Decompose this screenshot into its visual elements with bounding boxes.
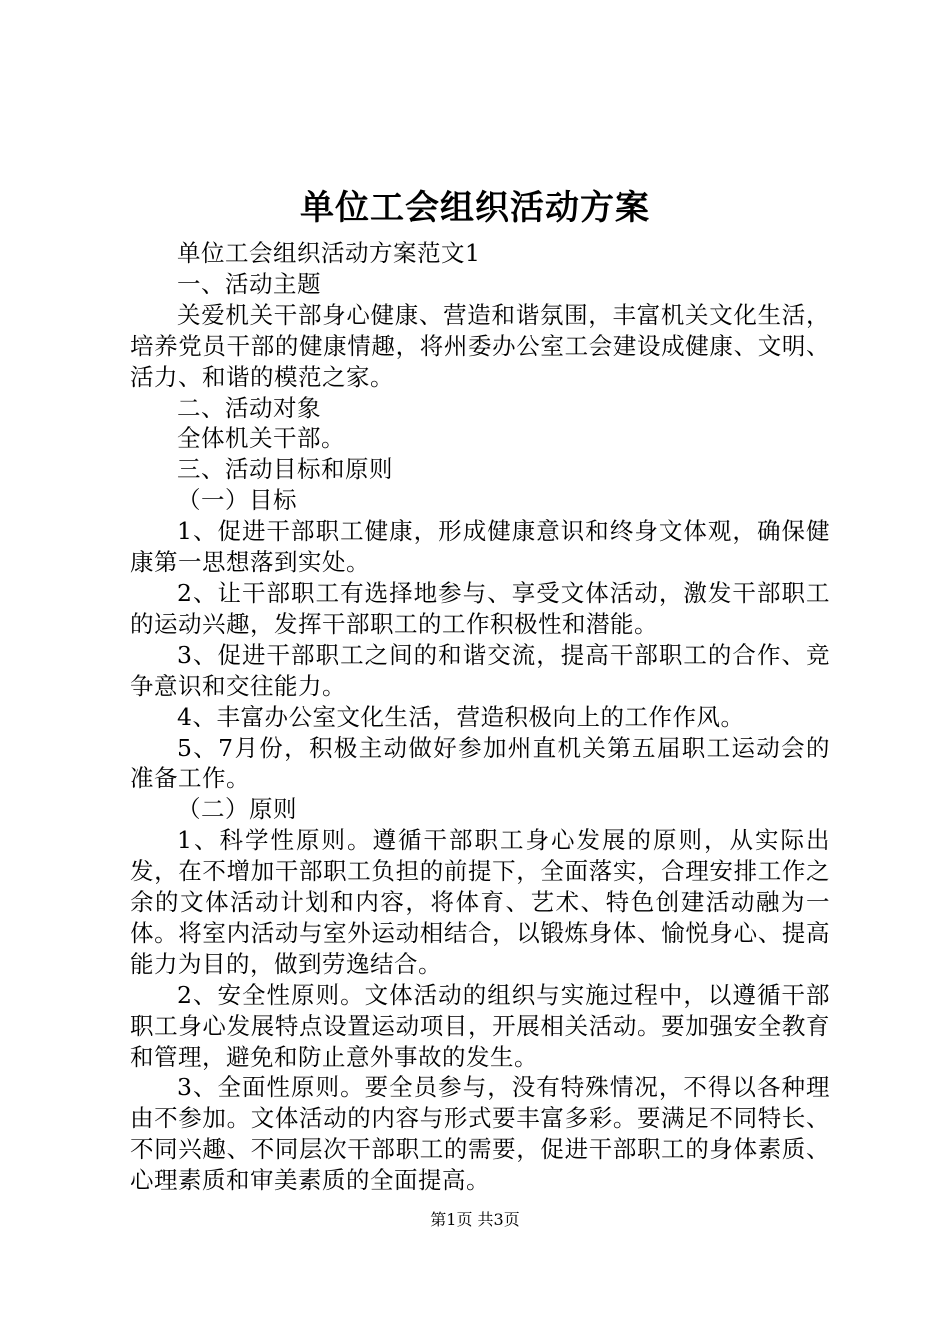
paragraph-theme: 关爱机关干部身心健康、营造和谐氛围，丰富机关文化生活，培养党员干部的健康情趣，将州委办公室工会建设成健康、文明、活力、和谐的模范之家。: [130, 300, 830, 391]
paragraph-principle-2: 2、安全性原则。文体活动的组织与实施过程中，以遵循干部职工身心发展特点设置运动项目，开展相关活动。要加强安全教育和管理，避免和防止意外事故的发生。: [130, 980, 830, 1071]
document-body: [130, 238, 830, 1196]
paragraph-principle-1: 1、科学性原则。遵循干部职工身心发展的原则，从实际出发，在不增加干部职工负担的前提下，全面落实，合理安排工作之余的文体活动计划和内容，将体育、艺术、特色创建活动融为一体。将室内活动与室外运动相结合，以锻炼身体、愉悦身心、提高能力为目的，做到劳逸结合。: [130, 826, 830, 978]
paragraph-subtitle: 单位工会组织活动方案范文1: [177, 239, 481, 267]
paragraph-goal-5: 5、7月份，积极主动做好参加州直机关第五届职工运动会的准备工作。: [130, 733, 830, 793]
subsection-heading-principles: （二）原则: [177, 795, 297, 824]
paragraph-goal-2: 2、让干部职工有选择地参与、享受文体活动，激发干部职工的运动兴趣，发挥干部职工的工作积极性和潜能。: [130, 578, 830, 638]
section-heading-goals-principles: 三、活动目标和原则: [177, 455, 393, 484]
section-heading-theme: 一、活动主题: [177, 269, 321, 298]
paragraph-goal-3: 3、促进干部职工之间的和谐交流，提高干部职工的合作、竞争意识和交往能力。: [130, 640, 830, 700]
paragraph-goal-1: 1、促进干部职工健康，形成健康意识和终身文体观，确保健康第一思想落到实处。: [130, 517, 830, 577]
paragraph-target: 全体机关干部。: [177, 424, 345, 453]
paragraph-goal-4: 4、丰富办公室文化生活，营造积极向上的工作作风。: [177, 702, 745, 731]
subsection-heading-goals: （一）目标: [177, 486, 297, 515]
page-title: 单位工会组织活动方案: [300, 188, 650, 228]
paragraph-principle-3: 3、全面性原则。要全员参与，没有特殊情况，不得以各种理由不参加。文体活动的内容与形式要丰富多彩。要满足不同特长、不同兴趣、不同层次干部职工的需要，促进干部职工的身体素质、心理素质和审美素质的全面提高。: [130, 1073, 830, 1195]
section-heading-target: 二、活动对象: [177, 393, 321, 422]
page-footer: 第1页 共3页: [430, 1210, 520, 1229]
